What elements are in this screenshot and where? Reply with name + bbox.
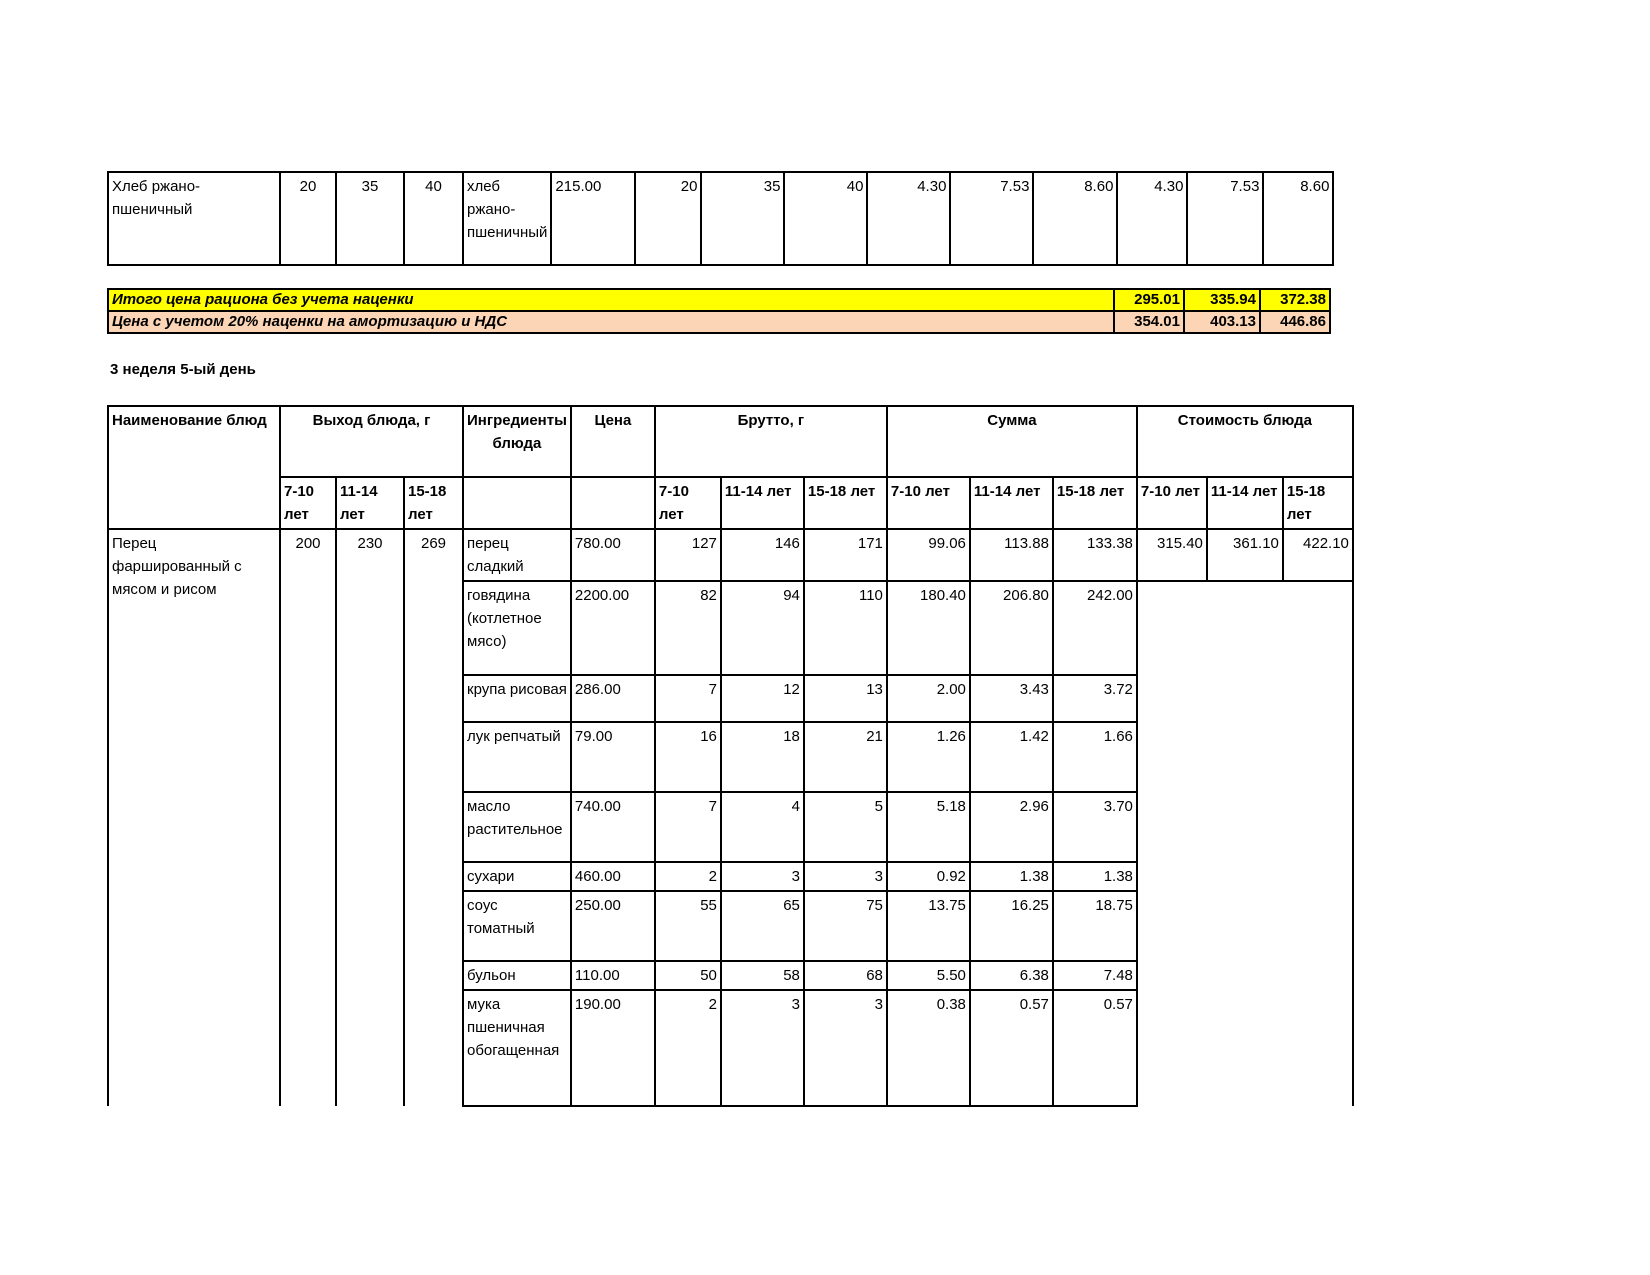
- brutto-7-10: 7: [655, 675, 721, 722]
- age-yield-15-18: 15-18 лет: [404, 477, 463, 529]
- header-price: Цена: [571, 406, 655, 477]
- bread-table: [107, 171, 1334, 266]
- age-sum-15-18: 15-18 лет: [1053, 477, 1137, 529]
- table-row: [108, 172, 1333, 265]
- brutto-15-18: 110: [804, 581, 887, 675]
- sum-15-18: 3.72: [1053, 675, 1137, 722]
- age-cost-11-14: 11-14 лет: [1207, 477, 1283, 529]
- dish-yield-7-10: 200: [280, 529, 336, 1106]
- dish-name: Перец фаршированный с мясом и рисом: [108, 529, 280, 1106]
- sum-15-18: 242.00: [1053, 581, 1137, 675]
- cost-7-10: 315.40: [1137, 529, 1207, 581]
- section-title: 3 неделя 5-ый день: [110, 361, 256, 378]
- ingredient-price: 2200.00: [571, 581, 655, 675]
- brutto-15-18: 13: [804, 675, 887, 722]
- sum-7-10: 13.75: [887, 891, 970, 961]
- totals-table: [107, 288, 1331, 334]
- cost-11-14: 361.10: [1207, 529, 1283, 581]
- brutto-11-14: 94: [721, 581, 804, 675]
- sum-15-18: 0.57: [1053, 990, 1137, 1106]
- markup-row: [108, 311, 1330, 333]
- age-yield-7-10: 7-10 лет: [280, 477, 336, 529]
- age-sum-11-14: 11-14 лет: [970, 477, 1053, 529]
- header-cost: Стоимость блюда: [1137, 406, 1353, 477]
- brutto-15-18: 3: [804, 990, 887, 1106]
- header-row: [108, 406, 1353, 477]
- brutto-7-10: 127: [655, 529, 721, 581]
- ingredient-name: соус томатный: [463, 891, 571, 961]
- age-brutto-15-18: 15-18 лет: [804, 477, 887, 529]
- sum-7-10: 0.92: [887, 862, 970, 891]
- table-row: [108, 529, 1353, 581]
- ingredient-name: крупа рисовая: [463, 675, 571, 722]
- header-sum: Сумма: [887, 406, 1137, 477]
- brutto-15-18: 40: [784, 172, 867, 265]
- brutto-11-14: 146: [721, 529, 804, 581]
- ingredient-price: 190.00: [571, 990, 655, 1106]
- sum-15-18: 3.70: [1053, 792, 1137, 862]
- sum-11-14: 113.88: [970, 529, 1053, 581]
- total-15-18: 372.38: [1260, 289, 1330, 311]
- brutto-7-10: 2: [655, 862, 721, 891]
- ingredient-name: перец сладкий: [463, 529, 571, 581]
- dish-name: Хлеб ржано-пшеничный: [108, 172, 280, 265]
- age-row: [108, 477, 1353, 529]
- sum-15-18: 7.48: [1053, 961, 1137, 990]
- ingredient-name: говядина (котлетное мясо): [463, 581, 571, 675]
- age-cost-7-10: 7-10 лет: [1137, 477, 1207, 529]
- ingredient-name: сухари: [463, 862, 571, 891]
- brutto-11-14: 18: [721, 722, 804, 792]
- sum-11-14: 2.96: [970, 792, 1053, 862]
- age-sum-7-10: 7-10 лет: [887, 477, 970, 529]
- age-ingredient-blank: [463, 477, 571, 529]
- sum-15-18: 1.38: [1053, 862, 1137, 891]
- sum-15-18: 8.60: [1033, 172, 1117, 265]
- age-yield-11-14: 11-14 лет: [336, 477, 404, 529]
- brutto-11-14: 58: [721, 961, 804, 990]
- brutto-11-14: 3: [721, 990, 804, 1106]
- cost-15-18: 422.10: [1283, 529, 1353, 581]
- total-11-14: 335.94: [1184, 289, 1260, 311]
- sum-11-14: 7.53: [950, 172, 1033, 265]
- sum-11-14: 3.43: [970, 675, 1053, 722]
- brutto-7-10: 82: [655, 581, 721, 675]
- yield-15-18: 40: [404, 172, 463, 265]
- sum-11-14: 16.25: [970, 891, 1053, 961]
- ingredient-price: 79.00: [571, 722, 655, 792]
- markup-7-10: 354.01: [1114, 311, 1184, 333]
- sum-7-10: 2.00: [887, 675, 970, 722]
- brutto-15-18: 68: [804, 961, 887, 990]
- sum-11-14: 1.42: [970, 722, 1053, 792]
- ingredient-price: 215.00: [551, 172, 635, 265]
- ingredient-price: 110.00: [571, 961, 655, 990]
- brutto-11-14: 12: [721, 675, 804, 722]
- brutto-7-10: 55: [655, 891, 721, 961]
- sum-11-14: 206.80: [970, 581, 1053, 675]
- total-7-10: 295.01: [1114, 289, 1184, 311]
- total-row: [108, 289, 1330, 311]
- dish-yield-11-14: 230: [336, 529, 404, 1106]
- ingredient-name: масло растительное: [463, 792, 571, 862]
- sum-7-10: 1.26: [887, 722, 970, 792]
- brutto-7-10: 50: [655, 961, 721, 990]
- brutto-15-18: 5: [804, 792, 887, 862]
- age-price-blank: [571, 477, 655, 529]
- ingredient-price: 460.00: [571, 862, 655, 891]
- markup-label: Цена с учетом 20% наценки на амортизацию и НДС: [108, 311, 1114, 333]
- brutto-11-14: 3: [721, 862, 804, 891]
- cost-7-10: 4.30: [1117, 172, 1187, 265]
- brutto-11-14: 35: [701, 172, 784, 265]
- ingredient-name: мука пшеничная обогащенная: [463, 990, 571, 1106]
- yield-11-14: 35: [336, 172, 404, 265]
- header-name: Наименование блюд: [108, 406, 280, 529]
- brutto-7-10: 20: [635, 172, 701, 265]
- sum-7-10: 99.06: [887, 529, 970, 581]
- ingredient-name: хлеб ржано-пшеничный: [463, 172, 551, 265]
- brutto-7-10: 2: [655, 990, 721, 1106]
- ingredient-price: 740.00: [571, 792, 655, 862]
- ingredient-name: бульон: [463, 961, 571, 990]
- dish-yield-15-18: 269: [404, 529, 463, 1106]
- menu-table: [107, 405, 1354, 1107]
- brutto-15-18: 21: [804, 722, 887, 792]
- sum-15-18: 18.75: [1053, 891, 1137, 961]
- ingredient-name: лук репчатый: [463, 722, 571, 792]
- sum-7-10: 5.50: [887, 961, 970, 990]
- sum-11-14: 0.57: [970, 990, 1053, 1106]
- brutto-15-18: 75: [804, 891, 887, 961]
- cost-empty-area: [1137, 581, 1353, 1106]
- brutto-15-18: 171: [804, 529, 887, 581]
- yield-7-10: 20: [280, 172, 336, 265]
- sum-7-10: 180.40: [887, 581, 970, 675]
- sum-7-10: 0.38: [887, 990, 970, 1106]
- ingredient-price: 286.00: [571, 675, 655, 722]
- total-label: Итого цена рациона без учета наценки: [108, 289, 1114, 311]
- sum-15-18: 1.66: [1053, 722, 1137, 792]
- brutto-11-14: 4: [721, 792, 804, 862]
- brutto-15-18: 3: [804, 862, 887, 891]
- markup-11-14: 403.13: [1184, 311, 1260, 333]
- brutto-7-10: 16: [655, 722, 721, 792]
- header-yield: Выход блюда, г: [280, 406, 463, 477]
- ingredient-price: 780.00: [571, 529, 655, 581]
- sum-7-10: 5.18: [887, 792, 970, 862]
- brutto-7-10: 7: [655, 792, 721, 862]
- header-brutto: Брутто, г: [655, 406, 887, 477]
- sum-7-10: 4.30: [867, 172, 950, 265]
- sum-11-14: 6.38: [970, 961, 1053, 990]
- cost-11-14: 7.53: [1187, 172, 1263, 265]
- age-brutto-7-10: 7-10 лет: [655, 477, 721, 529]
- brutto-11-14: 65: [721, 891, 804, 961]
- age-brutto-11-14: 11-14 лет: [721, 477, 804, 529]
- markup-15-18: 446.86: [1260, 311, 1330, 333]
- header-ingredients: Ингредиенты блюда: [463, 406, 571, 477]
- sum-15-18: 133.38: [1053, 529, 1137, 581]
- sum-11-14: 1.38: [970, 862, 1053, 891]
- cost-15-18: 8.60: [1263, 172, 1333, 265]
- ingredient-price: 250.00: [571, 891, 655, 961]
- age-cost-15-18: 15-18 лет: [1283, 477, 1353, 529]
